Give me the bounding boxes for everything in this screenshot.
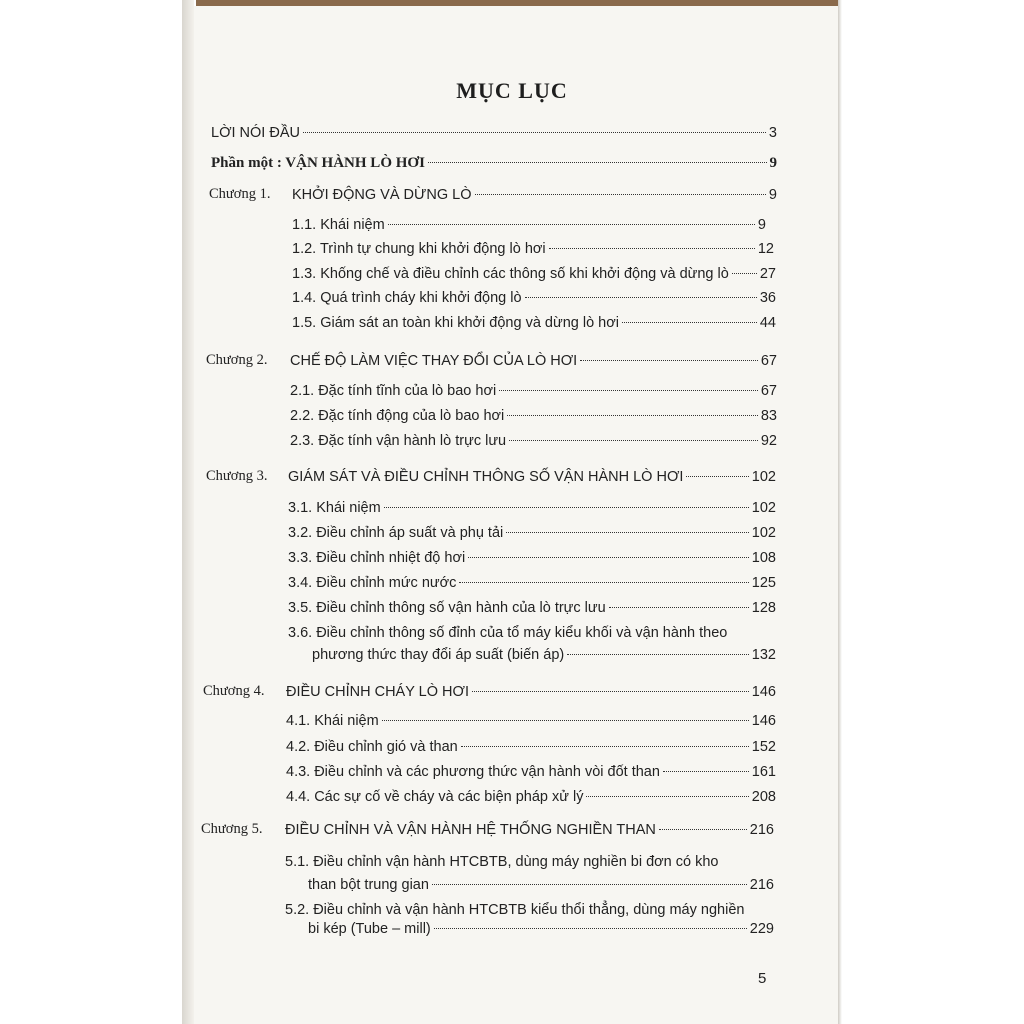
dot-leader [499,390,758,391]
toc-entry-part[interactable]: Phần một : VẬN HÀNH LÒ HƠI 9 [211,155,777,171]
toc-entry-section[interactable]: 3.4. Điều chỉnh mức nước 125 [288,575,776,591]
toc-entry-section[interactable]: 2.1. Đặc tính tĩnh của lò bao hơi 67 [290,383,777,399]
dot-leader [659,829,747,830]
page-edge [182,0,194,1024]
toc-entry-chapter[interactable]: CHẾ ĐỘ LÀM VIỆC THAY ĐỔI CỦA LÒ HƠI 67 [290,353,777,369]
dot-leader [732,273,757,274]
toc-entry-section[interactable]: 2.3. Đặc tính vận hành lò trực lưu 92 [290,433,777,449]
toc-entry-section[interactable]: than bột trung gian 216 [308,877,774,893]
toc-entry-section[interactable]: 3.2. Điều chỉnh áp suất và phụ tải 102 [288,525,776,541]
dot-leader [468,557,749,558]
toc-entry-section[interactable]: 1.1. Khái niệm 9 [292,217,766,233]
toc-entry-chapter[interactable]: ĐIỀU CHỈNH VÀ VẬN HÀNH HỆ THỐNG NGHIỀN THAN 216 [285,822,774,838]
toc-entry-section[interactable]: 3.5. Điều chỉnh thông số vận hành của lò trực lưu 128 [288,600,776,616]
toc-entry-chapter[interactable]: ĐIỀU CHỈNH CHÁY LÒ HƠI 146 [286,684,776,700]
toc-entry-section[interactable]: 4.2. Điều chỉnh gió và than 152 [286,739,776,755]
dot-leader [472,691,749,692]
toc-entry-section[interactable]: 2.2. Đặc tính động của lò bao hơi 83 [290,408,777,424]
dot-leader [663,771,749,772]
chapter-number: Chương 4. [203,683,265,699]
dot-leader [382,720,749,721]
toc-entry-section[interactable]: 1.3. Khống chế và điều chỉnh các thông số khi khởi động và dừng lò 27 [292,266,776,282]
page-number: 5 [758,970,767,987]
dot-leader [509,440,758,441]
toc-entry-section-line1: 3.6. Điều chỉnh thông số đỉnh của tổ máy kiểu khối và vận hành theo [288,625,728,641]
dot-leader [507,415,758,416]
toc-entry-section-line1: 5.2. Điều chỉnh và vận hành HTCBTB kiểu thổi thẳng, dùng máy nghiền [285,902,745,918]
dot-leader [434,928,747,929]
dot-leader [428,162,767,163]
dot-leader [622,322,757,323]
toc-title: MỤC LỤC [456,78,568,103]
toc-entry-section[interactable]: 4.3. Điều chỉnh và các phương thức vận hành vòi đốt than 161 [286,764,776,780]
background-left [0,0,182,1024]
toc-entry-chapter[interactable]: GIÁM SÁT VÀ ĐIỀU CHỈNH THÔNG SỐ VẬN HÀNH LÒ HƠI 102 [288,469,776,485]
chapter-number: Chương 2. [206,352,268,368]
toc-entry-section[interactable]: 3.3. Điều chỉnh nhiệt độ hơi 108 [288,550,776,566]
dot-leader [549,248,755,249]
toc-entry-section[interactable]: 1.2. Trình tự chung khi khởi động lò hơi 12 [292,241,774,257]
toc-entry-chapter[interactable]: KHỞI ĐỘNG VÀ DỪNG LÒ 9 [292,187,777,203]
dot-leader [388,224,755,225]
toc-entry-section[interactable]: phương thức thay đổi áp suất (biến áp) 132 [312,647,776,663]
dot-leader [525,297,757,298]
chapter-number: Chương 3. [206,468,268,484]
dot-leader [459,582,748,583]
dot-leader [432,884,747,885]
toc-entry-section[interactable]: 4.4. Các sự cố về cháy và các biện pháp xử lý 208 [286,789,776,805]
toc-entry-section[interactable]: 3.1. Khái niệm 102 [288,500,776,516]
dot-leader [475,194,766,195]
toc-entry-section[interactable]: 4.1. Khái niệm 146 [286,713,776,729]
dot-leader [506,532,749,533]
toc-entry-section[interactable]: 1.5. Giám sát an toàn khi khởi động và dừng lò hơi 44 [292,315,776,331]
page-shadow [838,0,842,1024]
toc-entry-section-line1: 5.1. Điều chỉnh vận hành HTCBTB, dùng máy nghiền bi đơn có kho [285,854,719,870]
toc-entry-section[interactable]: 1.4. Quá trình cháy khi khởi động lò 36 [292,290,776,306]
dot-leader [303,132,766,133]
dot-leader [580,360,758,361]
toc-entry-section[interactable]: bi kép (Tube – mill) 229 [308,921,774,937]
toc-entry-preface[interactable]: LỜI NÓI ĐẦU 3 [211,125,777,141]
dot-leader [586,796,748,797]
dot-leader [567,654,749,655]
dot-leader [461,746,749,747]
dot-leader [384,507,749,508]
dot-leader [686,476,748,477]
chapter-number: Chương 5. [201,821,263,837]
chapter-number: Chương 1. [209,186,271,202]
dot-leader [609,607,749,608]
